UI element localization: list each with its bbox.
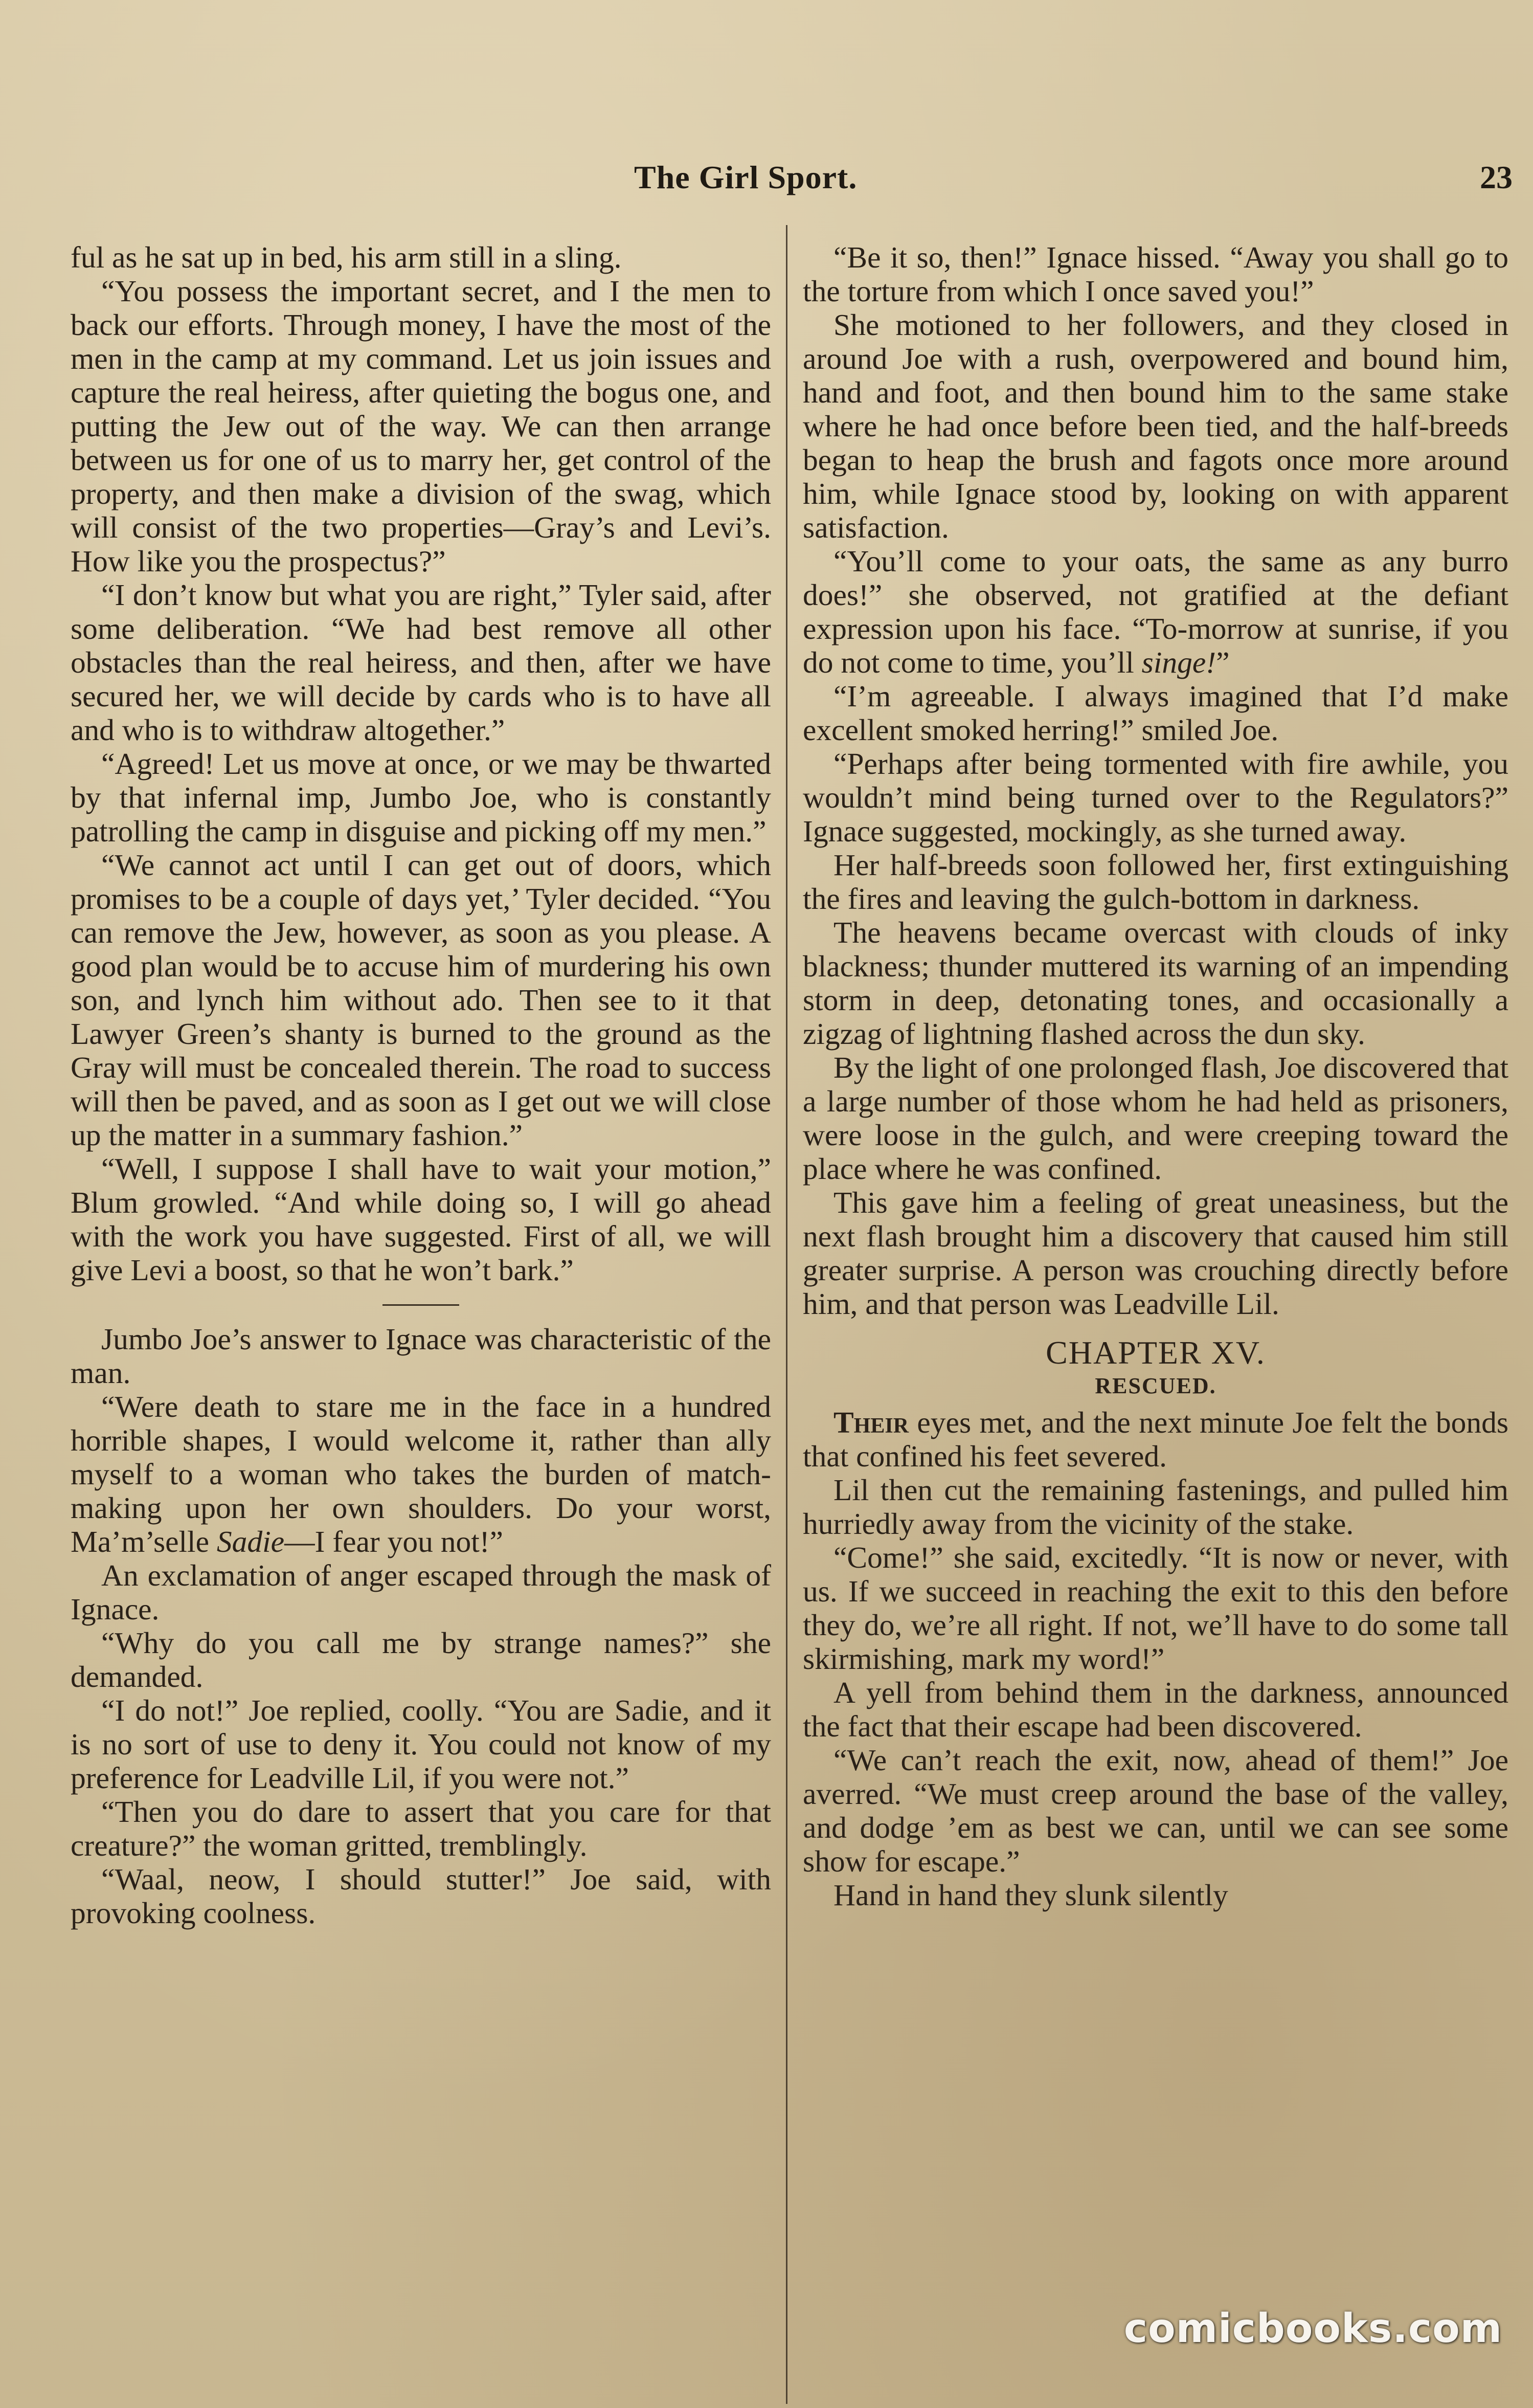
chapter-subtitle: RESCUED. xyxy=(1095,1373,1216,1398)
paragraph: Lil then cut the remaining fastenings, and pulled him hurriedly away from the vicinity of the stake. xyxy=(803,1473,1508,1541)
italic-word: singe! xyxy=(1141,645,1216,679)
paragraph: “Why do you call me by strange names?” she demanded. xyxy=(71,1626,771,1693)
paragraph: “Come!” she said, excitedly. “It is now or never, with us. If we succeed in reaching the exit to this den before they do, we’re all right. If not, we’ll have to do some tall skirmishing, mark my word!” xyxy=(803,1541,1508,1676)
section-divider xyxy=(382,1304,459,1306)
paragraph: “I’m agreeable. I always imagined that I’d make excellent smoked herring!” smiled Joe. xyxy=(803,679,1508,747)
paragraph-text-end: ” xyxy=(1216,645,1230,679)
paragraph: “I do not!” Joe replied, coolly. “You are Sadie, and it is no sort of use to deny it. You could not know of my preference for Leadville Lil, if you were not.” xyxy=(71,1693,771,1795)
paragraph xyxy=(803,544,1508,679)
paragraph: “Then you do dare to assert that you care for that creature?” the woman gritted, tremblingly. xyxy=(71,1795,771,1862)
paragraph: Her half-breeds soon followed her, first extinguishing the fires and leaving the gulch-bottom in darkness. xyxy=(803,848,1508,916)
paragraph: She motioned to her followers, and they closed in around Joe with a rush, overpowered and bound him, hand and foot, and then bound him to the same stake where he had once before been tied, and the half-breeds began to heap the brush and fagots once more around him, while Ignace stood by, looking on with apparent satisfaction. xyxy=(803,308,1508,544)
paragraph: The heavens became overcast with clouds of inky blackness; thunder muttered its warning of an impending storm in deep, detonating tones, and occasionally a zigzag of lightning flashed across the dun sky. xyxy=(803,916,1508,1051)
paragraph: An exclamation of anger escaped through the mask of Ignace. xyxy=(71,1558,771,1626)
paragraph: Hand in hand they slunk silently xyxy=(833,1878,1228,1912)
page-number: 23 xyxy=(1480,159,1513,195)
watermark: comicbooks.com xyxy=(1123,2306,1502,2352)
chapter-title: CHAPTER XV. xyxy=(1046,1334,1266,1371)
paragraph: This gave him a feeling of great uneasiness, but the next flash brought him a discovery that caused him still greater surprise. A person was crouching directly before him, and that person was Leadville Lil. xyxy=(803,1186,1508,1321)
paragraph xyxy=(803,1406,1508,1473)
column-divider xyxy=(786,225,787,2404)
paragraph: “Agreed! Let us move at once, or we may be thwarted by that infernal imp, Jumbo Joe, who is constantly patrolling the camp in disguise and picking off my men.” xyxy=(71,747,771,848)
paragraph xyxy=(71,1390,771,1558)
paragraph: By the light of one prolonged flash, Joe discovered that a large number of those whom he had held as prisoners, were loose in the gulch, and were creeping toward the place where he was confined. xyxy=(803,1051,1508,1186)
paragraph: “Be it so, then!” Ignace hissed. “Away you shall go to the torture from which I once saved you!” xyxy=(803,240,1508,308)
page-header xyxy=(72,153,1513,210)
paragraph-text: “Were death to stare me in the face in a hundred horrible shapes, I would welcome it, rather than ally myself to a woman who takes the burden of match-making upon her own shoulders. Do your worst, Ma’m’selle xyxy=(71,1390,771,1558)
paragraph: ful as he sat up in bed, his arm still in a sling. xyxy=(71,240,622,274)
left-column xyxy=(71,240,771,1930)
right-column xyxy=(803,240,1508,1912)
paragraph: Jumbo Joe’s answer to Ignace was characteristic of the man. xyxy=(71,1322,771,1390)
paragraph: A yell from behind them in the darkness, announced the fact that their escape had been discovered. xyxy=(803,1676,1508,1743)
paragraph-text: “You’ll come to your oats, the same as any burro does!” she observed, not gratified at the defiant expression upon his face. “To-morrow at sunrise, if you do not come to time, you’ll xyxy=(803,544,1508,679)
paragraph: “Well, I suppose I shall have to wait your motion,” Blum growled. “And while doing so, I will go ahead with the work you have suggested. First of all, we will give Levi a boost, so that he won’t bark.” xyxy=(71,1152,771,1287)
paragraph: “Waal, neow, I should stutter!” Joe said, with provoking coolness. xyxy=(71,1862,771,1930)
paragraph: “We can’t reach the exit, now, ahead of them!” Joe averred. “We must creep around the base of the valley, and dodge ’em as best we can, until we can see some show for escape.” xyxy=(803,1743,1508,1878)
running-title: The Girl Sport. xyxy=(634,159,858,195)
paragraph: “You possess the important secret, and I the men to back our efforts. Through money, I have the most of the men in the camp at my command. Let us join issues and capture the real heiress, after quieting the bogus one, and putting the Jew out of the way. We can then arrange between us for one of us to marry her, get control of the property, and then make a division of the swag, which will consist of the two properties—Gray’s and Levi’s. How like you the prospectus?” xyxy=(71,274,771,578)
paragraph-text-end: —I fear you not!” xyxy=(284,1525,503,1558)
lead-word: Their xyxy=(833,1406,909,1439)
italic-name: Sadie xyxy=(216,1525,285,1558)
paragraph: “I don’t know but what you are right,” Tyler said, after some deliberation. “We had best remove all other obstacles than the real heiress, and then, after we have secured her, we will decide by cards who is to have all and who is to withdraw altogether.” xyxy=(71,578,771,747)
paragraph: “We cannot act until I can get out of doors, which promises to be a couple of days yet,’ Tyler decided. “You can remove the Jew, however, as soon as you please. A good plan would be to accuse him of murdering his own son, and lynch him without ado. Then see to it that Lawyer Green’s shanty is burned to the ground as the Gray will must be concealed therein. The road to success will then be paved, and as soon as I get out we will close up the matter in a summary fashion.” xyxy=(71,848,771,1152)
paragraph-text: eyes met, and the next minute Joe felt the bonds that confined his feet severed. xyxy=(803,1406,1508,1473)
paragraph: “Perhaps after being tormented with fire awhile, you wouldn’t mind being turned over to the Regulators?” Ignace suggested, mockingly, as she turned away. xyxy=(803,747,1508,848)
